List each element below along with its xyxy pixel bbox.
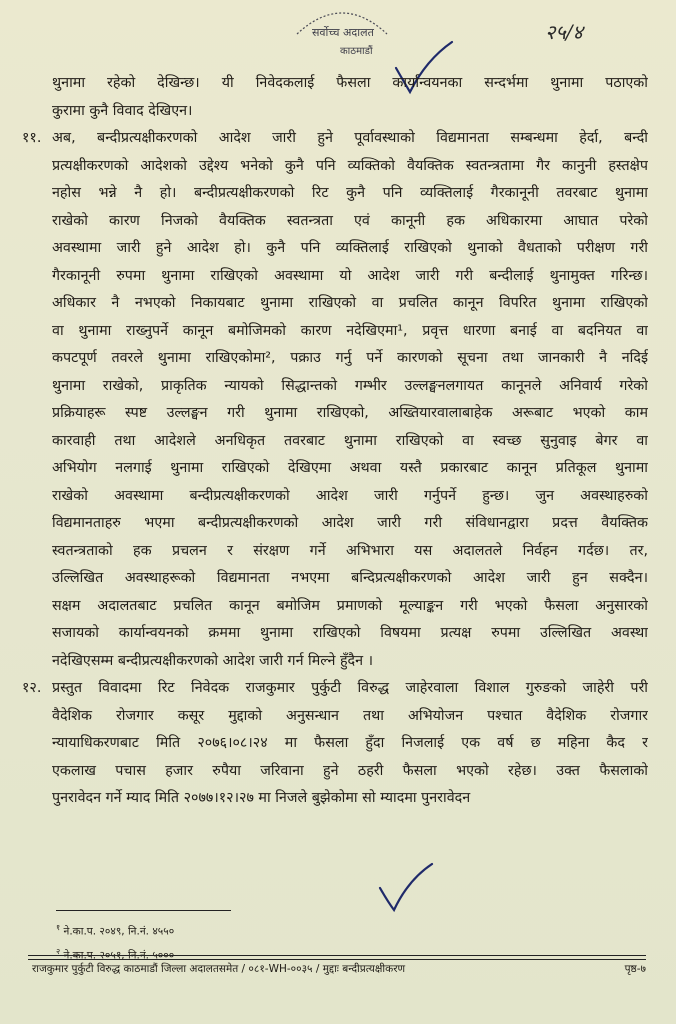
footnote-mark: १ xyxy=(56,923,61,932)
text-line: पुनरावेदन गर्ने म्याद मिति २०७७।१२।२७ मा निजले बुझेकोमा सो म्यादमा पुनरावेदन xyxy=(52,790,471,806)
paragraph xyxy=(22,70,648,125)
paragraph xyxy=(22,675,648,813)
paragraph xyxy=(22,125,648,675)
text-line: वैदेशिक रोजगार कसूर मुद्दाको अनुसन्धान तथा अभियोजन पश्चात वैदेशिक रोजगार xyxy=(52,707,648,724)
text-line: स्वतन्त्रताको हक प्रचलन र संरक्षण गर्ने अभिभारा यस अदालतले निर्वहन गर्दछ। तर, xyxy=(52,542,648,559)
footer-case-title: राजकुमार पुर्कुटी विरुद्ध काठमाडौं जिल्ला अदालतसमेत / ०८१-WH-००३५ / मुद्दाः बन्दीप्रत्यक्षीकरण xyxy=(32,963,406,975)
text-line: राखेको अवस्थामा बन्दीप्रत्यक्षीकरणको आदेश जारी गर्नुपर्ने हुन्छ। जुन अवस्थाहरुको xyxy=(52,487,648,504)
text-line: राखेको कारण निजको वैयक्तिक स्वतन्त्रता एवं कानूनी हक अधिकारमा आघात परेको xyxy=(52,212,648,229)
footnote-divider xyxy=(56,910,231,911)
handwritten-page-number: २५/४ xyxy=(545,20,583,44)
text-line: एकलाख पचास हजार रुपैया जरिवाना हुने ठहरी फैसला भएको रहेछ। उक्त फैसलाको xyxy=(52,762,648,779)
text-line: अब, बन्दीप्रत्यक्षीकरणको आदेश जारी हुने पूर्वावस्थाको विद्यमानता सम्बन्धमा हेर्दा, बन्दी xyxy=(52,130,648,146)
text-line: कारवाही तथा आदेशले अनधिकृत तवरबाट थुनामा राखिएको वा स्वच्छ सुनुवाइ बेगर वा xyxy=(52,432,648,449)
footnote-mark: २ xyxy=(56,946,61,956)
footnote-text: ने.का.प. २०४९, नि.नं. ४५५० xyxy=(60,925,175,938)
body-text xyxy=(22,70,648,813)
text-line: नहोस भन्ने नै हो। बन्दीप्रत्यक्षीकरणको रिट कुनै पनि व्यक्तिलाई गैरकानूनी तवरबाट थुनामा xyxy=(52,185,648,201)
text-line: थुनामा रहेको देखिन्छ। यी निवेदकलाई फैसला कार्यान्वयनका सन्दर्भमा थुनामा पठाएको xyxy=(52,75,648,91)
page-footer xyxy=(32,962,646,976)
text-line: नदेखिएसम्म बन्दीप्रत्यक्षीकरणको आदेश जारी गर्न मिल्ने हुँदैन । xyxy=(52,652,374,669)
text-line: अधिकार नै नभएको निकायबाट थुनामा राखिएको वा प्रचलित कानून विपरित थुनामा राखिएको xyxy=(52,295,648,311)
svg-text:सर्वोच्च अदालत: सर्वोच्च अदालत xyxy=(312,26,374,39)
text-line: कुरामा कुनै विवाद देखिएन। xyxy=(52,102,193,119)
text-line: थुनामा राखेको, प्राकृतिक न्यायको सिद्धान्तको गम्भीर उल्लङ्घनलगायत कानूनले अनिवार्य गरेको xyxy=(52,377,648,394)
footer-divider xyxy=(28,955,646,960)
footer-page-label: पृष्ठ-७ xyxy=(624,963,646,975)
paragraph-number: १२. xyxy=(22,680,42,696)
text-line: प्रस्तुत विवादमा रिट निवेदक राजकुमार पुर्कुटी विरुद्ध जाहेरवाला विशाल गुरुङको जाहेरी परी xyxy=(52,680,648,696)
text-line: विद्यमानताहरु भएमा बन्दीप्रत्यक्षीकरणको आदेश जारी गरी संविधानद्वारा प्रदत्त वैयक्तिक xyxy=(52,515,648,531)
text-line: उल्लिखित अवस्थाहरूको विद्यमानता नभएमा बन्दिप्रत्यक्षीकरणको आदेश जारी हुन सक्दैन। xyxy=(52,570,648,586)
text-line: अवस्थामा जारी हुने आदेश हो। कुनै पनि व्यक्तिलाई राखिएको थुनाको वैधताको परीक्षण गरी xyxy=(52,240,648,256)
paragraph-number: ११. xyxy=(22,130,42,146)
court-seal-stamp xyxy=(292,2,392,62)
text-line: सजायको कार्यान्वयनको क्रममा थुनामा राखिएको विषयमा प्रत्यक्ष रुपमा उल्लिखित अवस्था xyxy=(52,625,648,641)
text-line: प्रक्रियाहरू स्पष्ट उल्लङ्घन गरी थुनामा राखिएको, अख्तियारवालाबाहेक अरूबाट भएको काम xyxy=(52,405,648,421)
footnote xyxy=(56,918,174,942)
footnote-text: ने.का.प. २०५१, नि.नं. ५००० xyxy=(60,949,175,961)
text-line: प्रत्यक्षीकरणको आदेशको उद्देश्य भनेको कुनै पनि व्यक्तिको वैयक्तिक स्वतन्त्रतामा गैर कानुनी हस्तक्षेप xyxy=(52,157,648,174)
text-line: गैरकानूनी रुपमा थुनामा राखिएको अवस्थामा यो आदेश जारी गरी बन्दीलाई थुनामुक्त गरिन्छ। xyxy=(52,267,648,284)
svg-text:काठमाडौं: काठमाडौं xyxy=(340,46,373,57)
text-line: सक्षम अदालतबाट प्रचलित कानून बमोजिम प्रमाणको मूल्याङ्कन गरी भएको फैसला अनुसारको xyxy=(52,597,648,614)
text-line: न्यायाधिकरणबाट मिति २०७६।०८।२४ मा फैसला हुँदा निजलाई एक वर्ष छ महिना कैद र xyxy=(52,735,648,751)
text-line: कपटपूर्ण तवरले थुनामा राखिएकोमा², पक्राउ गर्नु पर्ने कारणको सूचना तथा जानकारी नै नदिई xyxy=(52,350,648,366)
text-line: वा थुनामा राख्नुपर्ने कानून बमोजिमको कारण नदेखिएमा¹, प्रवृत्त धारणा बनाई वा बदनियत वा xyxy=(52,322,648,339)
text-line: अभियोग नलगाई थुनामा राखिएको देखिएमा अथवा यस्तै प्रकारबाट कानून प्रतिकूल थुनामा xyxy=(52,460,648,476)
checkmark-icon xyxy=(372,858,442,918)
